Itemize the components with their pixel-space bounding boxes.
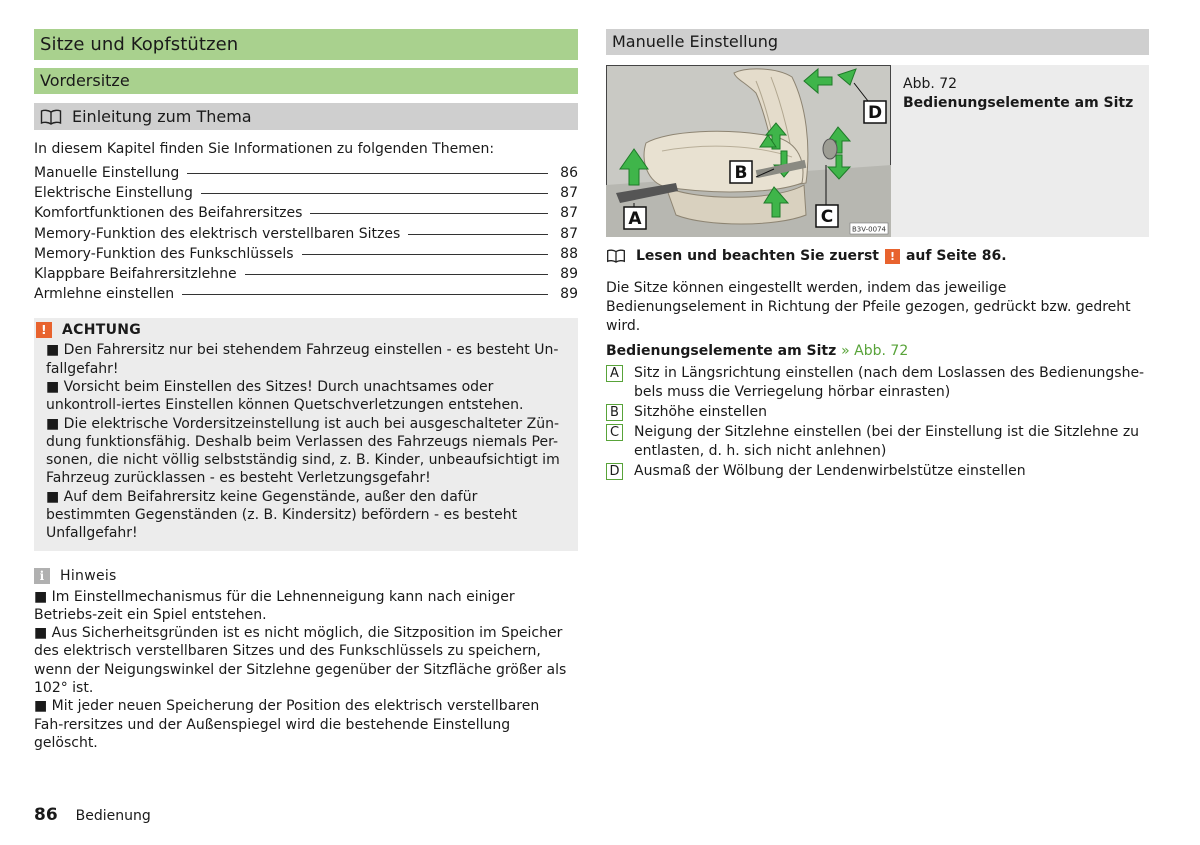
figure-caption xyxy=(891,65,1133,237)
toc-label: Komfortfunktionen des Beifahrersitzes xyxy=(34,205,303,222)
callout-c xyxy=(816,205,838,227)
controls-legend xyxy=(606,364,1149,481)
warning-icon: ! xyxy=(885,249,900,264)
section-heading: Manuelle Einstellung xyxy=(606,29,1149,55)
legend-item xyxy=(606,462,1149,481)
legend-key: D xyxy=(606,463,623,480)
toc-row[interactable] xyxy=(34,286,578,306)
figure-reference-link[interactable]: » Abb. 72 xyxy=(841,343,909,359)
toc-page: 89 xyxy=(560,286,578,303)
legend-item xyxy=(606,423,1149,461)
toc-page: 88 xyxy=(560,245,578,262)
book-icon xyxy=(40,109,62,125)
chapter-title: Sitze und Kopfstützen xyxy=(34,29,578,60)
legend-key: B xyxy=(606,404,623,421)
toc-page: 87 xyxy=(560,185,578,202)
callout-b xyxy=(730,161,752,183)
legend-text: Sitzhöhe einstellen xyxy=(634,404,768,420)
read-first-notice xyxy=(606,247,1149,265)
warning-item: ■ Auf dem Beifahrersitz keine Gegenstände, außer den dafür bestimmten Gegenständen (z. B. Kindersitz) befördern - es besteht Unfallgefahr! xyxy=(46,488,518,542)
note-item: ■ Aus Sicherheitsgründen ist es nicht möglich, die Sitzposition im Speicher des elektrisch verstellbaren Sitzes und des Funkschlüssels zu speichern, wenn der Neigungswinkel der Sitzlehne gegenüber der Sitzfläche größer als 102° ist. xyxy=(34,625,567,697)
intro-heading xyxy=(34,103,578,130)
note-header xyxy=(34,567,572,585)
toc-label: Memory-Funktion des elektrisch verstellbaren Sitzes xyxy=(34,225,401,242)
toc-row[interactable] xyxy=(34,165,578,185)
callout-c-label: C xyxy=(820,207,834,227)
legend-key: A xyxy=(606,365,623,382)
warning-item: ■ Vorsicht beim Einstellen des Sitzes! Durch unachtsames oder unkontroll-iertes Einstellen können Quetschverletzungen entstehen. xyxy=(46,378,524,414)
seat-illustration xyxy=(606,65,891,237)
page-number: 86 xyxy=(34,805,58,825)
legend-item xyxy=(606,364,1149,402)
note-box xyxy=(34,567,578,753)
toc-row[interactable] xyxy=(34,266,578,286)
figure xyxy=(606,65,1149,237)
callout-a-label: A xyxy=(628,209,642,229)
legend-text: Ausmaß der Wölbung der Lendenwirbelstütze einstellen xyxy=(634,463,1026,479)
toc-page: 87 xyxy=(560,205,578,222)
toc-row[interactable] xyxy=(34,205,578,225)
book-icon xyxy=(606,249,626,263)
warning-title: ACHTUNG xyxy=(62,322,142,339)
warning-item: ■ Den Fahrersitz nur bei stehendem Fahrzeug einstellen - es besteht Un-fallgefahr! xyxy=(46,342,559,377)
controls-heading xyxy=(606,342,1149,361)
toc-label: Memory-Funktion des Funkschlüssels xyxy=(34,245,294,262)
figure-title: Bedienungselemente am Sitz xyxy=(903,95,1134,111)
toc-row[interactable] xyxy=(34,226,578,246)
intro-heading-label: Einleitung zum Thema xyxy=(72,107,252,126)
figure-number: Abb. 72 xyxy=(903,76,958,92)
section-title: Vordersitze xyxy=(34,68,578,94)
table-of-contents xyxy=(34,165,578,306)
note-item: ■ Im Einstellmechanismus für die Lehnenneigung kann nach einiger Betriebs-zeit ein Spiel entstehen. xyxy=(34,588,515,623)
callout-b-label: B xyxy=(734,163,748,183)
toc-row[interactable] xyxy=(34,246,578,266)
callout-d xyxy=(864,101,886,123)
toc-page: 87 xyxy=(560,225,578,242)
callout-d-label: D xyxy=(867,103,883,123)
legend-text: Neigung der Sitzlehne einstellen (bei der Einstellung ist die Sitzlehne zu entlasten, d. h. sich nicht anlehnen) xyxy=(634,424,1140,459)
figure-code: B3V-0074 xyxy=(852,225,886,234)
intro-text: In diesem Kapitel finden Sie Informationen zu folgenden Themen: xyxy=(34,141,495,157)
toc-label: Armlehne einstellen xyxy=(34,286,175,303)
warning-icon: ! xyxy=(36,322,52,338)
warning-header xyxy=(36,321,566,339)
legend-key: C xyxy=(606,424,623,441)
warning-box xyxy=(34,318,578,550)
controls-heading-label: Bedienungselemente am Sitz xyxy=(606,343,837,359)
callout-a xyxy=(624,207,646,229)
warning-item: ■ Die elektrische Vordersitzeinstellung ist auch bei ausgeschalteter Zün-dung funktionsfähig. Deshalb beim Verlassen des Fahrzeugs niemals Per-sonen, die nicht völlig selbstständig sind, z. B. Kinder, unbeaufsichtigt im Fahrzeug zurücklassen - es besteht Verletzungsgefahr! xyxy=(46,415,560,487)
info-icon: i xyxy=(34,568,50,584)
toc-label: Klappbare Beifahrersitzlehne xyxy=(34,265,237,282)
note-title: Hinweis xyxy=(60,567,117,584)
footer-section: Bedienung xyxy=(75,808,151,824)
toc-row[interactable] xyxy=(34,185,578,205)
left-column xyxy=(34,29,578,752)
page-footer xyxy=(34,805,151,825)
right-column xyxy=(606,29,1149,482)
toc-page: 86 xyxy=(560,165,578,181)
legend-text: Sitz in Längsrichtung einstellen (nach dem Loslassen des Bedienungshe-bels muss die Verriegelung hörbar einrasten) xyxy=(634,365,1145,400)
read-first-page-link[interactable]: auf Seite 86. xyxy=(905,248,1007,264)
legend-item xyxy=(606,403,1149,422)
read-first-text: Lesen und beachten Sie zuerst xyxy=(636,248,879,264)
toc-label: Manuelle Einstellung xyxy=(34,165,180,181)
toc-page: 89 xyxy=(560,265,578,282)
toc-label: Elektrische Einstellung xyxy=(34,185,193,202)
note-item: ■ Mit jeder neuen Speicherung der Position des elektrisch verstellbaren Fah-rersitzes und der Außenspiegel wird die bestehende Einstellung gelöscht. xyxy=(34,698,540,751)
seat-controls-drawing xyxy=(606,65,891,237)
description-paragraph: Die Sitze können eingestellt werden, indem das jeweilige Bedienungselement in Richtung der Pfeile gezogen, gedrückt bzw. gedreht wird. xyxy=(606,280,1131,334)
